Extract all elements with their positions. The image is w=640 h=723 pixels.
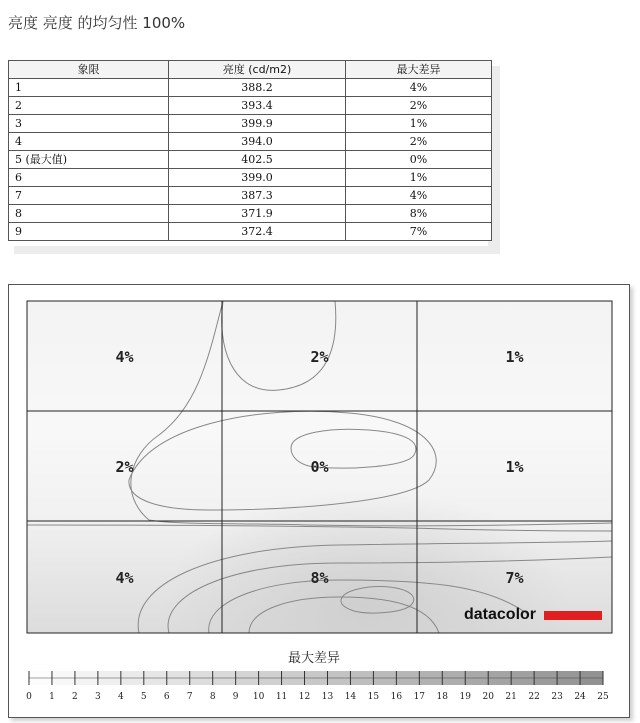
brand-text: datacolor — [464, 606, 537, 623]
cell-luminance: 399.9 — [169, 115, 346, 133]
legend-tick-label: 22 — [528, 692, 540, 702]
uniformity-table-container — [8, 60, 491, 241]
cell-max-diff: 8% — [346, 205, 492, 223]
cell-max-diff: 4% — [346, 187, 492, 205]
cell-luminance: 399.0 — [169, 169, 346, 187]
header-max-diff: 最大差异 — [346, 61, 492, 79]
legend-title: 最大差异 — [287, 651, 341, 666]
cell-luminance: 372.4 — [169, 223, 346, 241]
legend-tick-label: 7 — [186, 692, 193, 702]
legend-tick-label: 13 — [321, 692, 334, 702]
legend-tick-label: 2 — [72, 692, 78, 702]
legend-tick-label: 4 — [117, 692, 124, 702]
table-row — [9, 115, 492, 133]
cell-max-diff: 1% — [346, 169, 492, 187]
legend-tick-label: 8 — [209, 692, 216, 702]
legend-tick-label: 25 — [597, 692, 609, 702]
cell-max-diff: 7% — [346, 223, 492, 241]
cell-quadrant: 7 — [9, 187, 169, 205]
legend-tick-label: 0 — [26, 692, 32, 702]
legend-tick-label: 16 — [390, 692, 403, 702]
legend-tick-label: 18 — [436, 692, 449, 702]
table-row — [9, 133, 492, 151]
difference-scale-legend — [26, 650, 609, 702]
table-row — [9, 151, 492, 169]
legend-tick-label: 12 — [298, 692, 311, 702]
legend-tick-label: 1 — [49, 692, 55, 702]
table-row — [9, 79, 492, 97]
quadrant-label: 4% — [115, 569, 134, 587]
quadrant-label: 7% — [505, 569, 524, 587]
cell-quadrant: 3 — [9, 115, 169, 133]
header-quadrant: 象限 — [9, 61, 169, 79]
cell-max-diff: 2% — [346, 133, 492, 151]
cell-quadrant: 9 — [9, 223, 169, 241]
legend-tick-label: 24 — [574, 692, 586, 702]
legend-tick-label: 15 — [367, 692, 380, 702]
legend-tick-label: 5 — [140, 692, 147, 702]
legend-tick-label: 21 — [505, 692, 517, 702]
uniformity-heatmap — [9, 285, 629, 717]
legend-tick-label: 19 — [459, 692, 471, 702]
legend-tick-label: 9 — [232, 692, 239, 702]
cell-max-diff: 4% — [346, 79, 492, 97]
table-row — [9, 223, 492, 241]
legend-tick-label: 20 — [482, 692, 494, 702]
quadrant-label: 2% — [115, 458, 134, 476]
table-header-row — [9, 61, 492, 79]
cell-luminance: 393.4 — [169, 97, 346, 115]
quadrant-label: 8% — [310, 569, 329, 587]
legend-tick-label: 17 — [413, 692, 426, 702]
cell-quadrant: 8 — [9, 205, 169, 223]
cell-max-diff: 0% — [346, 151, 492, 169]
quadrant-label: 2% — [310, 348, 329, 366]
legend-tick-label: 10 — [252, 692, 265, 702]
table-row — [9, 169, 492, 187]
cell-luminance: 394.0 — [169, 133, 346, 151]
cell-luminance: 387.3 — [169, 187, 346, 205]
table-row — [9, 187, 492, 205]
quadrant-label: 1% — [505, 348, 524, 366]
table-row — [9, 97, 492, 115]
cell-quadrant: 5 (最大值) — [9, 151, 169, 169]
cell-max-diff: 1% — [346, 115, 492, 133]
legend-tick-label: 3 — [95, 692, 101, 702]
cell-quadrant: 4 — [9, 133, 169, 151]
legend-tick-label: 6 — [163, 692, 170, 702]
brand-bar — [544, 611, 602, 620]
legend-tick-label: 14 — [344, 692, 357, 702]
cell-quadrant: 6 — [9, 169, 169, 187]
quadrant-label: 0% — [310, 458, 329, 476]
uniformity-table — [8, 60, 492, 241]
quadrant-label: 4% — [115, 348, 134, 366]
table-shadow-bottom — [14, 246, 500, 254]
cell-luminance: 371.9 — [169, 205, 346, 223]
cell-luminance: 388.2 — [169, 79, 346, 97]
page-title: 亮度 亮度 的均匀性 100% — [8, 14, 186, 32]
cell-quadrant: 1 — [9, 79, 169, 97]
legend-tick-label: 11 — [275, 692, 288, 702]
table-row — [9, 205, 492, 223]
header-luminance: 亮度 (cd/m2) — [169, 61, 346, 79]
quadrant-label: 1% — [505, 458, 524, 476]
cell-luminance: 402.5 — [169, 151, 346, 169]
uniformity-chart-frame — [8, 284, 630, 718]
legend-tick-label: 23 — [551, 692, 563, 702]
cell-max-diff: 2% — [346, 97, 492, 115]
cell-quadrant: 2 — [9, 97, 169, 115]
